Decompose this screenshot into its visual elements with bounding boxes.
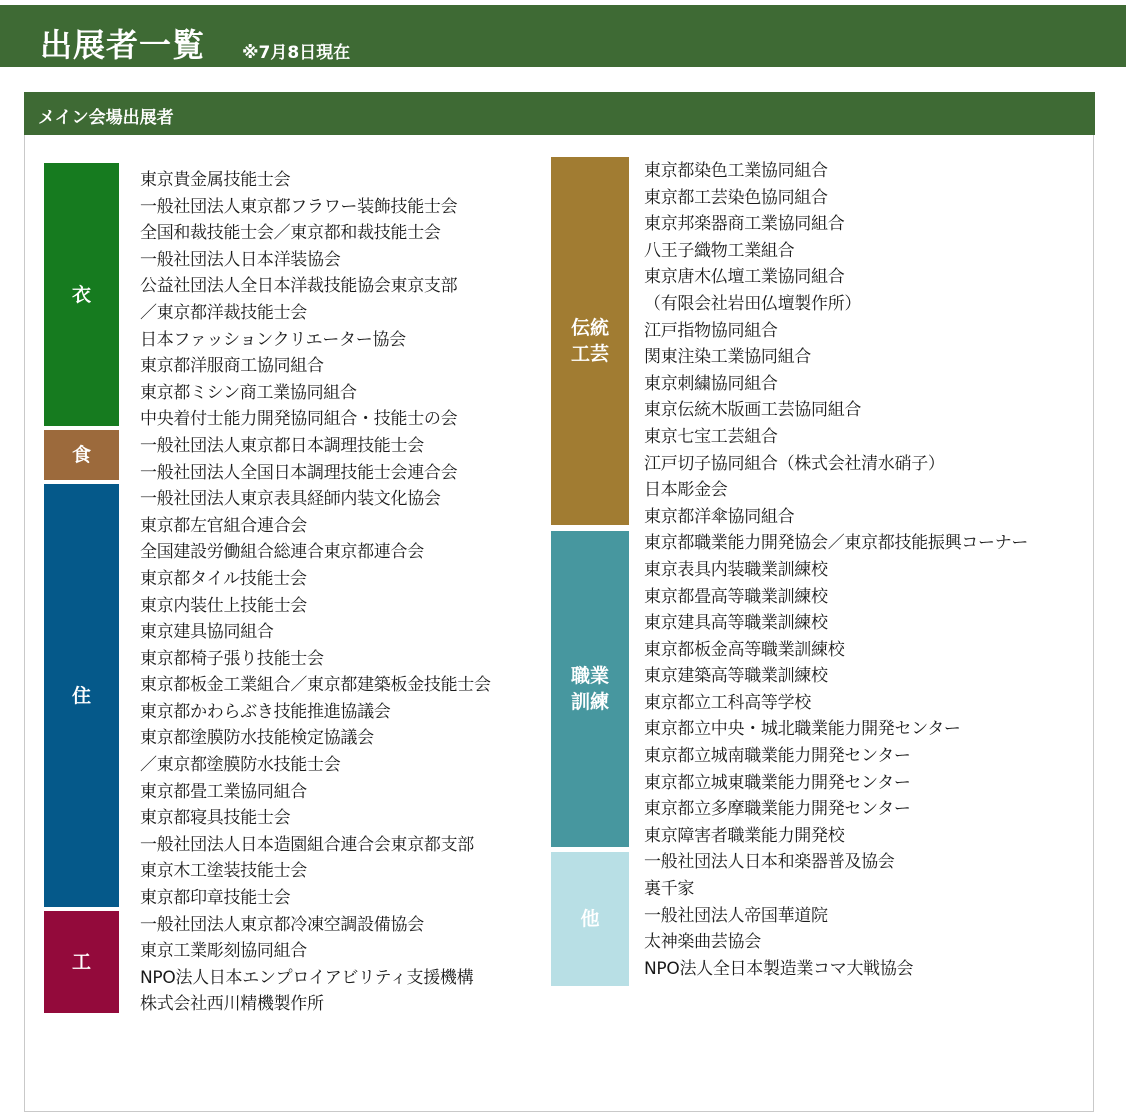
category-label: 他 <box>580 908 600 930</box>
exhibitor-item: 一般社団法人日本和楽器普及協会 <box>644 852 895 873</box>
exhibitor-item: 東京都立城東職業能力開発センター <box>644 772 911 793</box>
exhibitor-item: 公益社団法人全日本洋裁技能協会東京支部 <box>140 276 458 297</box>
exhibitor-item: 東京表具内装職業訓練校 <box>644 559 828 580</box>
exhibitor-item: 東京邦楽器商工業協同組合 <box>644 214 845 235</box>
exhibitor-item: 全国建設労働組合総連合東京都連合会 <box>140 542 424 563</box>
exhibitor-item: 東京都板金高等職業訓練校 <box>644 639 845 660</box>
exhibitor-item: 東京七宝工芸組合 <box>644 426 778 447</box>
category-label: 食 <box>71 444 91 466</box>
exhibitor-item: 東京唐木仏壇工業協同組合 <box>644 267 845 288</box>
category-label: 職業 訓練 <box>570 665 609 713</box>
exhibitor-item: NPO法人全日本製造業コマ大戦協会 <box>644 958 914 979</box>
exhibitor-item: 一般社団法人帝国華道院 <box>644 905 828 926</box>
category-vocational-training <box>551 531 629 847</box>
exhibitor-item: 東京都立工科高等学校 <box>644 692 811 713</box>
exhibitor-item: 東京貴金属技能士会 <box>140 170 291 190</box>
category-traditional-crafts <box>551 157 629 525</box>
exhibitor-item: 江戸切子協同組合（株式会社清水硝子） <box>644 453 945 474</box>
left-exhibitor-list <box>140 167 491 1018</box>
exhibitor-item: 一般社団法人東京都日本調理技能士会 <box>140 435 424 456</box>
exhibitor-item: 東京工業彫刻協同組合 <box>140 941 307 962</box>
exhibitor-item: 東京都工芸染色協同組合 <box>644 187 828 208</box>
exhibitor-item: 東京都染色工業協同組合 <box>644 161 828 181</box>
page-title: 出展者一覧 <box>40 26 206 64</box>
exhibitor-item: （有限会社岩田仏壇製作所） <box>644 293 862 314</box>
exhibitor-item: 江戸指物協同組合 <box>644 320 778 341</box>
right-exhibitor-list <box>644 158 1028 982</box>
category-label: 衣 <box>71 283 91 306</box>
category-industry <box>44 911 119 1013</box>
section-header <box>24 92 1095 135</box>
exhibitor-item: 東京都塗膜防水技能検定協議会 <box>140 728 374 749</box>
exhibitor-item: 東京刺繍協同組合 <box>644 373 778 394</box>
exhibitor-item: 東京都椅子張り技能士会 <box>140 648 324 669</box>
exhibitor-item: 裏千家 <box>644 879 695 900</box>
exhibitor-item: 関東注染工業協同組合 <box>644 347 811 368</box>
exhibitor-item: 東京都洋傘協同組合 <box>644 506 795 527</box>
exhibitor-item: NPO法人日本エンプロイアビリティ支援機構 <box>140 967 474 988</box>
exhibitor-item: 八王子織物工業組合 <box>644 240 795 261</box>
category-housing <box>44 484 119 907</box>
exhibitor-item: 一般社団法人東京表具経師内装文化協会 <box>140 489 441 510</box>
exhibitor-item: 東京都ミシン商工業協同組合 <box>140 382 357 403</box>
exhibitor-item: 日本彫金会 <box>644 480 728 501</box>
exhibitor-item: 東京都左官組合連合会 <box>140 515 307 536</box>
exhibitor-item: 一般社団法人東京都冷凍空調設備協会 <box>140 914 424 935</box>
exhibitor-item: 株式会社西川精機製作所 <box>140 994 324 1015</box>
category-clothing <box>44 163 119 426</box>
exhibitor-item: ／東京都洋裁技能士会 <box>140 302 307 323</box>
category-label: 住 <box>71 684 91 707</box>
exhibitor-item: 東京都寝具技能士会 <box>140 808 291 829</box>
exhibitor-item: 太神楽曲芸協会 <box>644 932 761 953</box>
exhibitor-item: ／東京都塗膜防水技能士会 <box>140 755 341 776</box>
exhibitor-item: 東京都職業能力開発協会／東京都技能振興コーナー <box>644 533 1029 554</box>
date-note: ※7月8日現在 <box>242 43 351 63</box>
exhibitor-item: 東京建具高等職業訓練校 <box>644 613 828 634</box>
category-other <box>551 852 629 986</box>
exhibitor-item: 東京木工塗装技能士会 <box>140 861 307 882</box>
exhibitor-item: 東京都印章技能士会 <box>140 888 291 909</box>
exhibitor-item: 東京建具協同組合 <box>140 622 274 643</box>
exhibitor-item: 東京内装仕上技能士会 <box>140 595 307 616</box>
exhibitor-item: 東京都立多摩職業能力開発センター <box>644 799 911 820</box>
exhibitor-item: 一般社団法人東京都フラワー装飾技能士会 <box>140 196 458 217</box>
page-header <box>0 5 1126 67</box>
exhibitor-item: 東京都畳工業協同組合 <box>140 781 307 802</box>
exhibitor-item: 東京建築高等職業訓練校 <box>644 666 828 687</box>
exhibitor-item: 東京障害者職業能力開発校 <box>644 825 845 846</box>
exhibitor-item: 東京都洋服商工協同組合 <box>140 356 324 377</box>
exhibitor-item: 全国和裁技能士会／東京都和裁技能士会 <box>140 223 441 244</box>
exhibitor-item: 東京都タイル技能士会 <box>140 568 307 589</box>
section-title: メイン会場出展者 <box>38 108 174 128</box>
exhibitor-item: 東京都立城南職業能力開発センター <box>644 746 911 767</box>
exhibitor-item: 一般社団法人日本造園組合連合会東京都支部 <box>140 834 474 855</box>
exhibitor-item: 東京伝統木版画工芸協同組合 <box>644 400 862 421</box>
exhibitor-item: 東京都板金工業組合／東京都建築板金技能士会 <box>140 675 491 696</box>
exhibitor-item: 東京都かわらぶき技能推進協議会 <box>140 701 391 722</box>
category-label: 伝統 工芸 <box>570 317 609 365</box>
category-label: 工 <box>71 951 91 973</box>
exhibitor-item: 一般社団法人日本洋装協会 <box>140 249 341 270</box>
exhibitor-item: 東京都畳高等職業訓練校 <box>644 586 828 607</box>
exhibitor-item: 東京都立中央・城北職業能力開発センター <box>644 719 961 740</box>
category-food <box>44 430 119 480</box>
exhibitor-item: 中央着付士能力開発協同組合・技能士の会 <box>140 409 458 430</box>
exhibitor-item: 日本ファッションクリエーター協会 <box>140 329 406 350</box>
exhibitor-item: 一般社団法人全国日本調理技能士会連合会 <box>140 462 458 483</box>
